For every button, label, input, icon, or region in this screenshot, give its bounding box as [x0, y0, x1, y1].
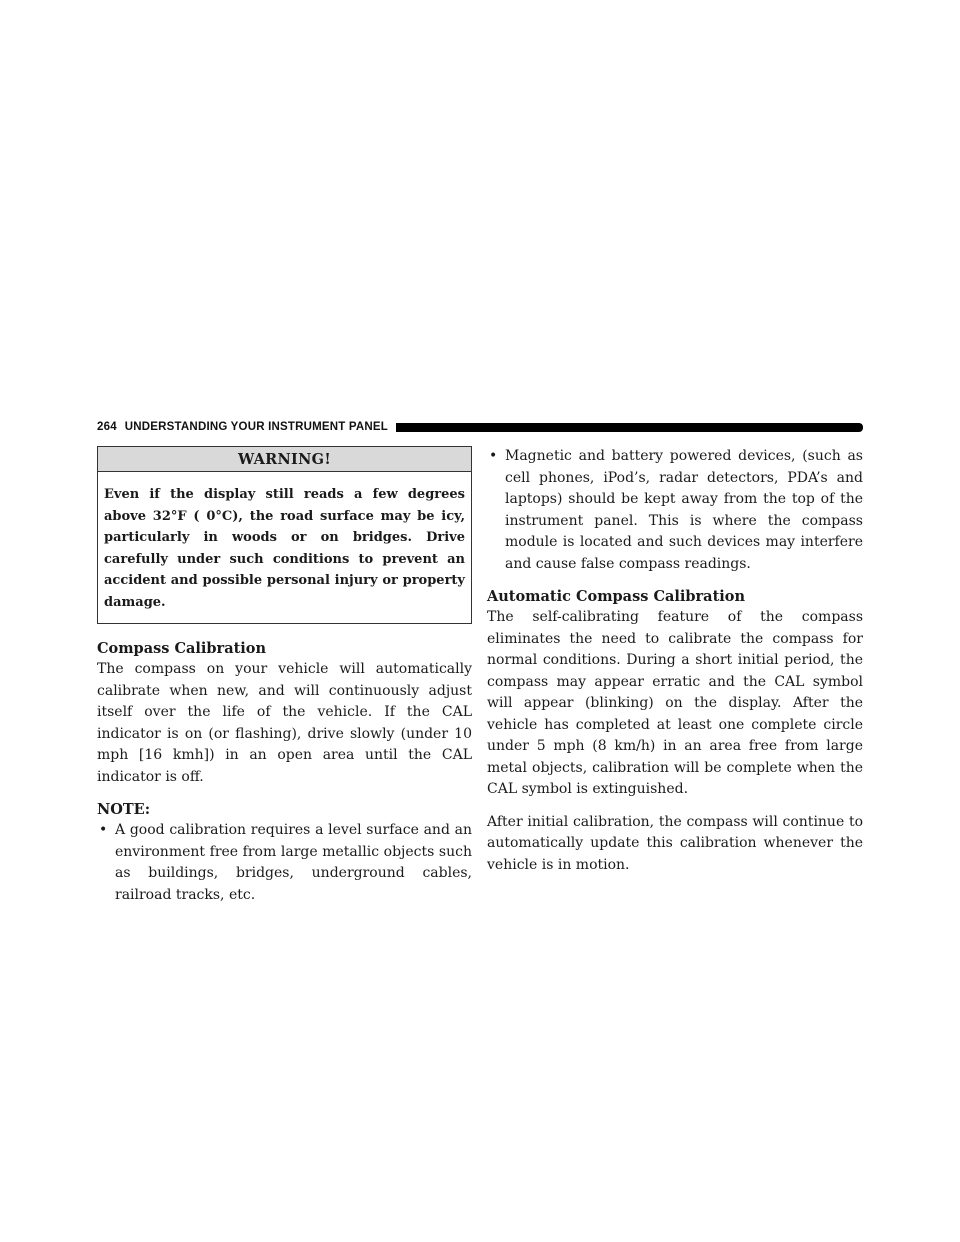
right-column: [487, 446, 863, 876]
list-item: [487, 446, 863, 575]
left-column: [97, 446, 472, 906]
page-header: [97, 419, 863, 435]
compass-calibration-text: The compass on your vehicle will automatically calibrate when new, and will continuously adjust itself over the life of the vehicle. If the CAL indicator is on (or flashing), drive slowly (under 10 mph [16 kmh]) in an open area until the CAL indicator is off.: [97, 661, 472, 785]
section-title: UNDERSTANDING YOUR INSTRUMENT PANEL: [124, 421, 388, 433]
automatic-calibration-text-1: The self-calibrating feature of the compass eliminates the need to calibrate the compass for normal conditions. During a short initial period, the compass may appear erratic and the CAL symbol will appear (blinking) on the display. After the vehicle has completed at least one complete circle under 5 mph (8 km/h) in an area free from large metal objects, calibration will be complete when the CAL symbol is extinguished.: [487, 609, 863, 797]
bullet-icon: •: [99, 822, 108, 838]
warning-text: Even if the display still reads a few degrees above 32°F ( 0°C), the road surface may be icy, particularly in woods or on bridges. Drive carefully under such conditions to prevent an accident and possible personal injury or property damage.: [104, 487, 465, 610]
note-label: NOTE:: [97, 801, 151, 818]
warning-box: [97, 446, 472, 624]
header-rule: [396, 423, 863, 432]
note-bullet-1: A good calibration requires a level surface and an environment free from large metallic objects such as buildings, bridges, underground cables, railroad tracks, etc.: [115, 822, 472, 903]
automatic-calibration-heading: Automatic Compass Calibration: [487, 588, 745, 605]
compass-calibration-heading: Compass Calibration: [97, 640, 267, 657]
page-number: 264: [97, 421, 117, 433]
note-bullet-2: Magnetic and battery powered devices, (such as cell phones, iPod’s, radar detectors, PDA’s and laptops) should be kept away from the top of the instrument panel. This is where the compass module is located and such devices may interfere and cause false compass readings.: [505, 448, 863, 572]
warning-title: WARNING!: [98, 447, 471, 472]
automatic-calibration-text-2: After initial calibration, the compass will continue to automatically update this calibration whenever the vehicle is in motion.: [487, 813, 863, 873]
bullet-icon: •: [489, 448, 498, 464]
list-item: [97, 820, 472, 906]
